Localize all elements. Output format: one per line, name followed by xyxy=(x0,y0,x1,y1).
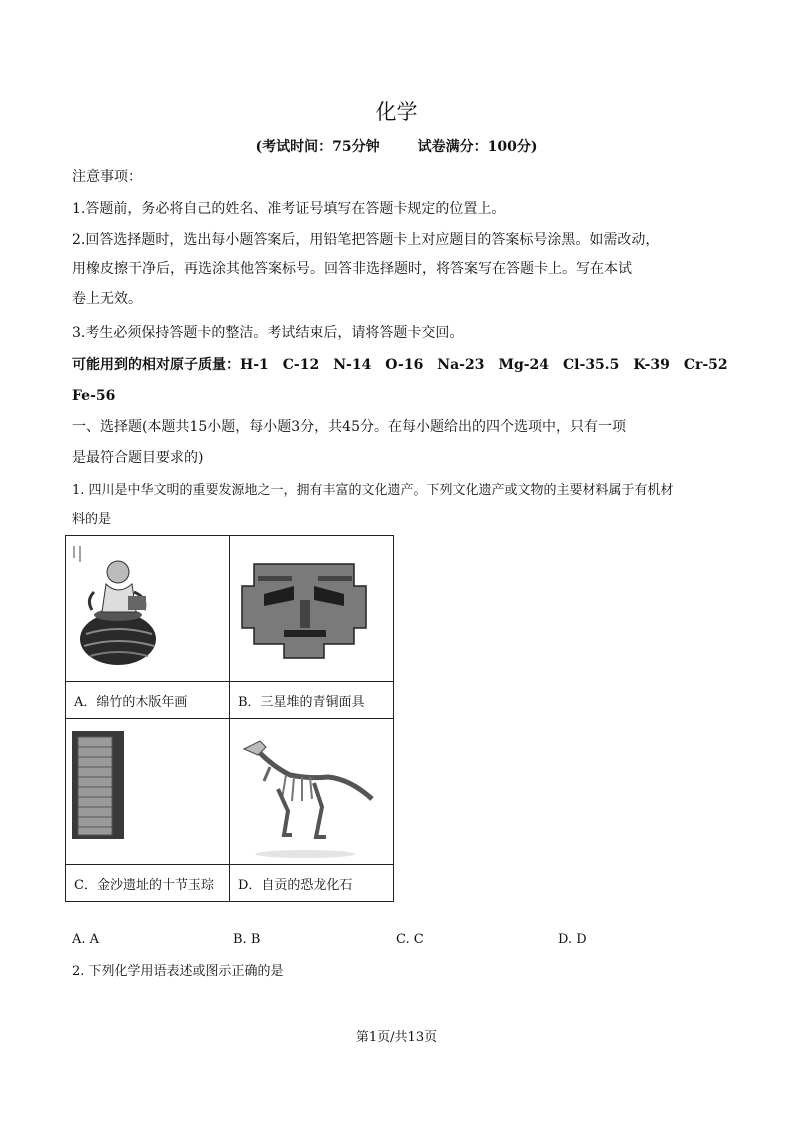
question-1-options-table xyxy=(65,535,394,902)
page-number: 第1页/共13页 xyxy=(355,1030,438,1045)
option-b-caption: B．三星堆的青铜面具 xyxy=(230,682,394,719)
notice-3: 3.考生必须保持答题卡的整洁。考试结束后，请将答题卡交回。 xyxy=(72,325,464,341)
section-heading-cont: 是最符合题目要求的) xyxy=(72,450,204,466)
option-b-image xyxy=(230,536,394,682)
notice-2-cont: 用橡皮擦干净后，再选涂其他答案标号。回答非选择题时，将答案写在答题卡上。写在本试 xyxy=(72,261,632,277)
answer-option-d[interactable]: D. D xyxy=(558,932,587,947)
atomic-masses-cont: Fe-56 xyxy=(72,388,116,404)
option-a-caption: A．绵竹的木版年画 xyxy=(66,682,230,719)
dinosaur-fossil-illustration xyxy=(230,719,381,860)
answer-option-c[interactable]: C. C xyxy=(396,932,424,947)
notice-1: 1.答题前，务必将自己的姓名、准考证号填写在答题卡规定的位置上。 xyxy=(72,201,506,217)
exam-info xyxy=(0,136,793,156)
notice-2-cont-2: 卷上无效。 xyxy=(72,291,142,307)
option-a-image xyxy=(66,536,230,682)
notice-heading: 注意事项： xyxy=(72,169,142,185)
option-c-caption: C．金沙遗址的十节玉琮 xyxy=(66,865,230,902)
notice-2: 2.回答选择题时，选出每小题答案后，用铅笔把答题卡上对应题目的答案标号涂黑。如需改动， xyxy=(72,232,660,248)
page-title: 化学 xyxy=(375,100,418,124)
exam-score: 试卷满分：100分) xyxy=(417,139,538,155)
jade-cong-illustration xyxy=(66,719,229,860)
option-c-image xyxy=(66,719,230,865)
question-2-stem: 2. 下列化学用语表述或图示正确的是 xyxy=(72,964,284,979)
atomic-masses: 可能用到的相对原子质量：H-1 C-12 N-14 O-16 Na-23 Mg-24 Cl-35.5 K-39 Cr-52 xyxy=(72,357,728,373)
question-1-stem: 1. 四川是中华文明的重要发源地之一，拥有丰富的文化遗产。下列文化遗产或文物的主要材料属于有机材 xyxy=(72,483,674,498)
bronze-mask-illustration xyxy=(230,536,381,677)
answer-option-b[interactable]: B. B xyxy=(233,932,261,947)
section-heading: 一、选择题(本题共15小题，每小题3分，共45分。在每小题给出的四个选项中，只有一项 xyxy=(72,419,626,435)
option-d-caption: D．自贡的恐龙化石 xyxy=(230,865,394,902)
question-1-stem-cont: 料的是 xyxy=(72,512,112,527)
exam-time: (考试时间：75分钟 xyxy=(255,139,380,155)
answer-option-a[interactable]: A. A xyxy=(72,932,100,947)
woodblock-painting-illustration xyxy=(66,536,229,677)
option-d-image xyxy=(230,719,394,865)
